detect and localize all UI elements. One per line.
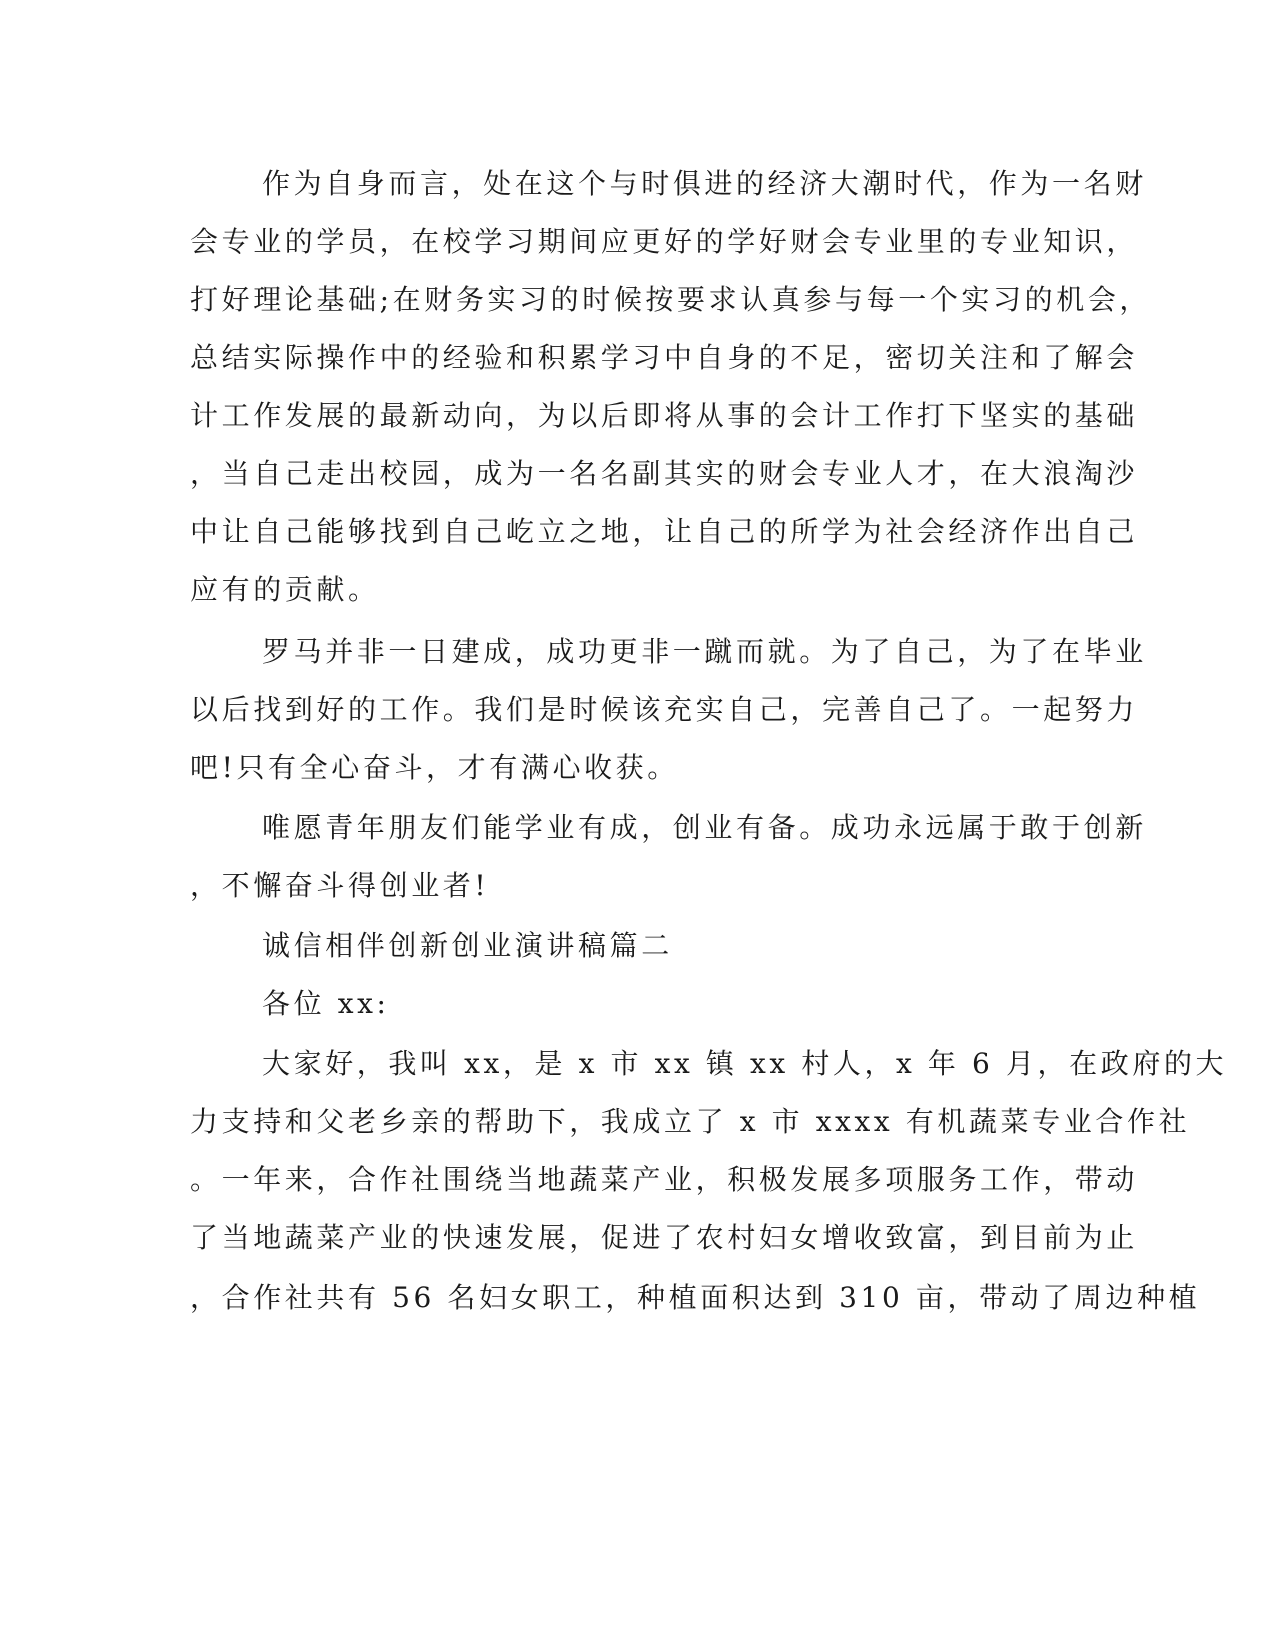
- paragraph-1-line-5: 计工作发展的最新动向，为以后即将从事的会计工作打下坚实的基础: [190, 399, 1139, 432]
- paragraph-1-line-7: 中让自己能够找到自己屹立之地，让自己的所学为社会经济作出自己: [190, 515, 1139, 548]
- paragraph-1-line-3: 打好理论基础;在财务实习的时候按要求认真参与每一个实习的机会，: [190, 283, 1152, 316]
- paragraph-4-line-4: 了当地蔬菜产业的快速发展，促进了农村妇女增收致富，到目前为止: [190, 1221, 1139, 1254]
- paragraph-4-line-2: 力支持和父老乡亲的帮助下，我成立了 x 市 xxxx 有机蔬菜专业合作社: [190, 1105, 1191, 1138]
- paragraph-1-line-4: 总结实际操作中的经验和积累学习中自身的不足，密切关注和了解会: [190, 341, 1139, 374]
- paragraph-2-line-3: 吧!只有全心奋斗，才有满心收获。: [190, 751, 679, 784]
- paragraph-1-line-6: ，当自己走出校园，成为一名名副其实的财会专业人才，在大浪淘沙: [190, 457, 1139, 490]
- paragraph-1-line-1: 作为自身而言，处在这个与时俱进的经济大潮时代，作为一名财: [262, 167, 1147, 200]
- paragraph-4-line-1: 大家好，我叫 xx，是 x 市 xx 镇 xx 村人，x 年 6 月，在政府的大: [262, 1047, 1228, 1080]
- salutation: 各位 xx:: [262, 987, 390, 1020]
- paragraph-2-line-2: 以后找到好的工作。我们是时候该充实自己，完善自己了。一起努力: [190, 693, 1139, 726]
- paragraph-1-line-8: 应有的贡献。: [190, 573, 380, 606]
- paragraph-3-line-2: ，不懈奋斗得创业者!: [190, 869, 490, 902]
- paragraph-1-line-2: 会专业的学员，在校学习期间应更好的学好财会专业里的专业知识，: [190, 225, 1139, 258]
- paragraph-3-line-1: 唯愿青年朋友们能学业有成，创业有备。成功永远属于敢于创新: [262, 811, 1147, 844]
- paragraph-2-line-1: 罗马并非一日建成，成功更非一蹴而就。为了自己，为了在毕业: [262, 635, 1147, 668]
- paragraph-4-line-5: ，合作社共有 56 名妇女职工，种植面积达到 310 亩，带动了周边种植: [190, 1281, 1201, 1314]
- section-heading: 诚信相伴创新创业演讲稿篇二: [262, 929, 673, 962]
- paragraph-4-line-3: 。一年来，合作社围绕当地蔬菜产业，积极发展多项服务工作，带动: [190, 1163, 1139, 1196]
